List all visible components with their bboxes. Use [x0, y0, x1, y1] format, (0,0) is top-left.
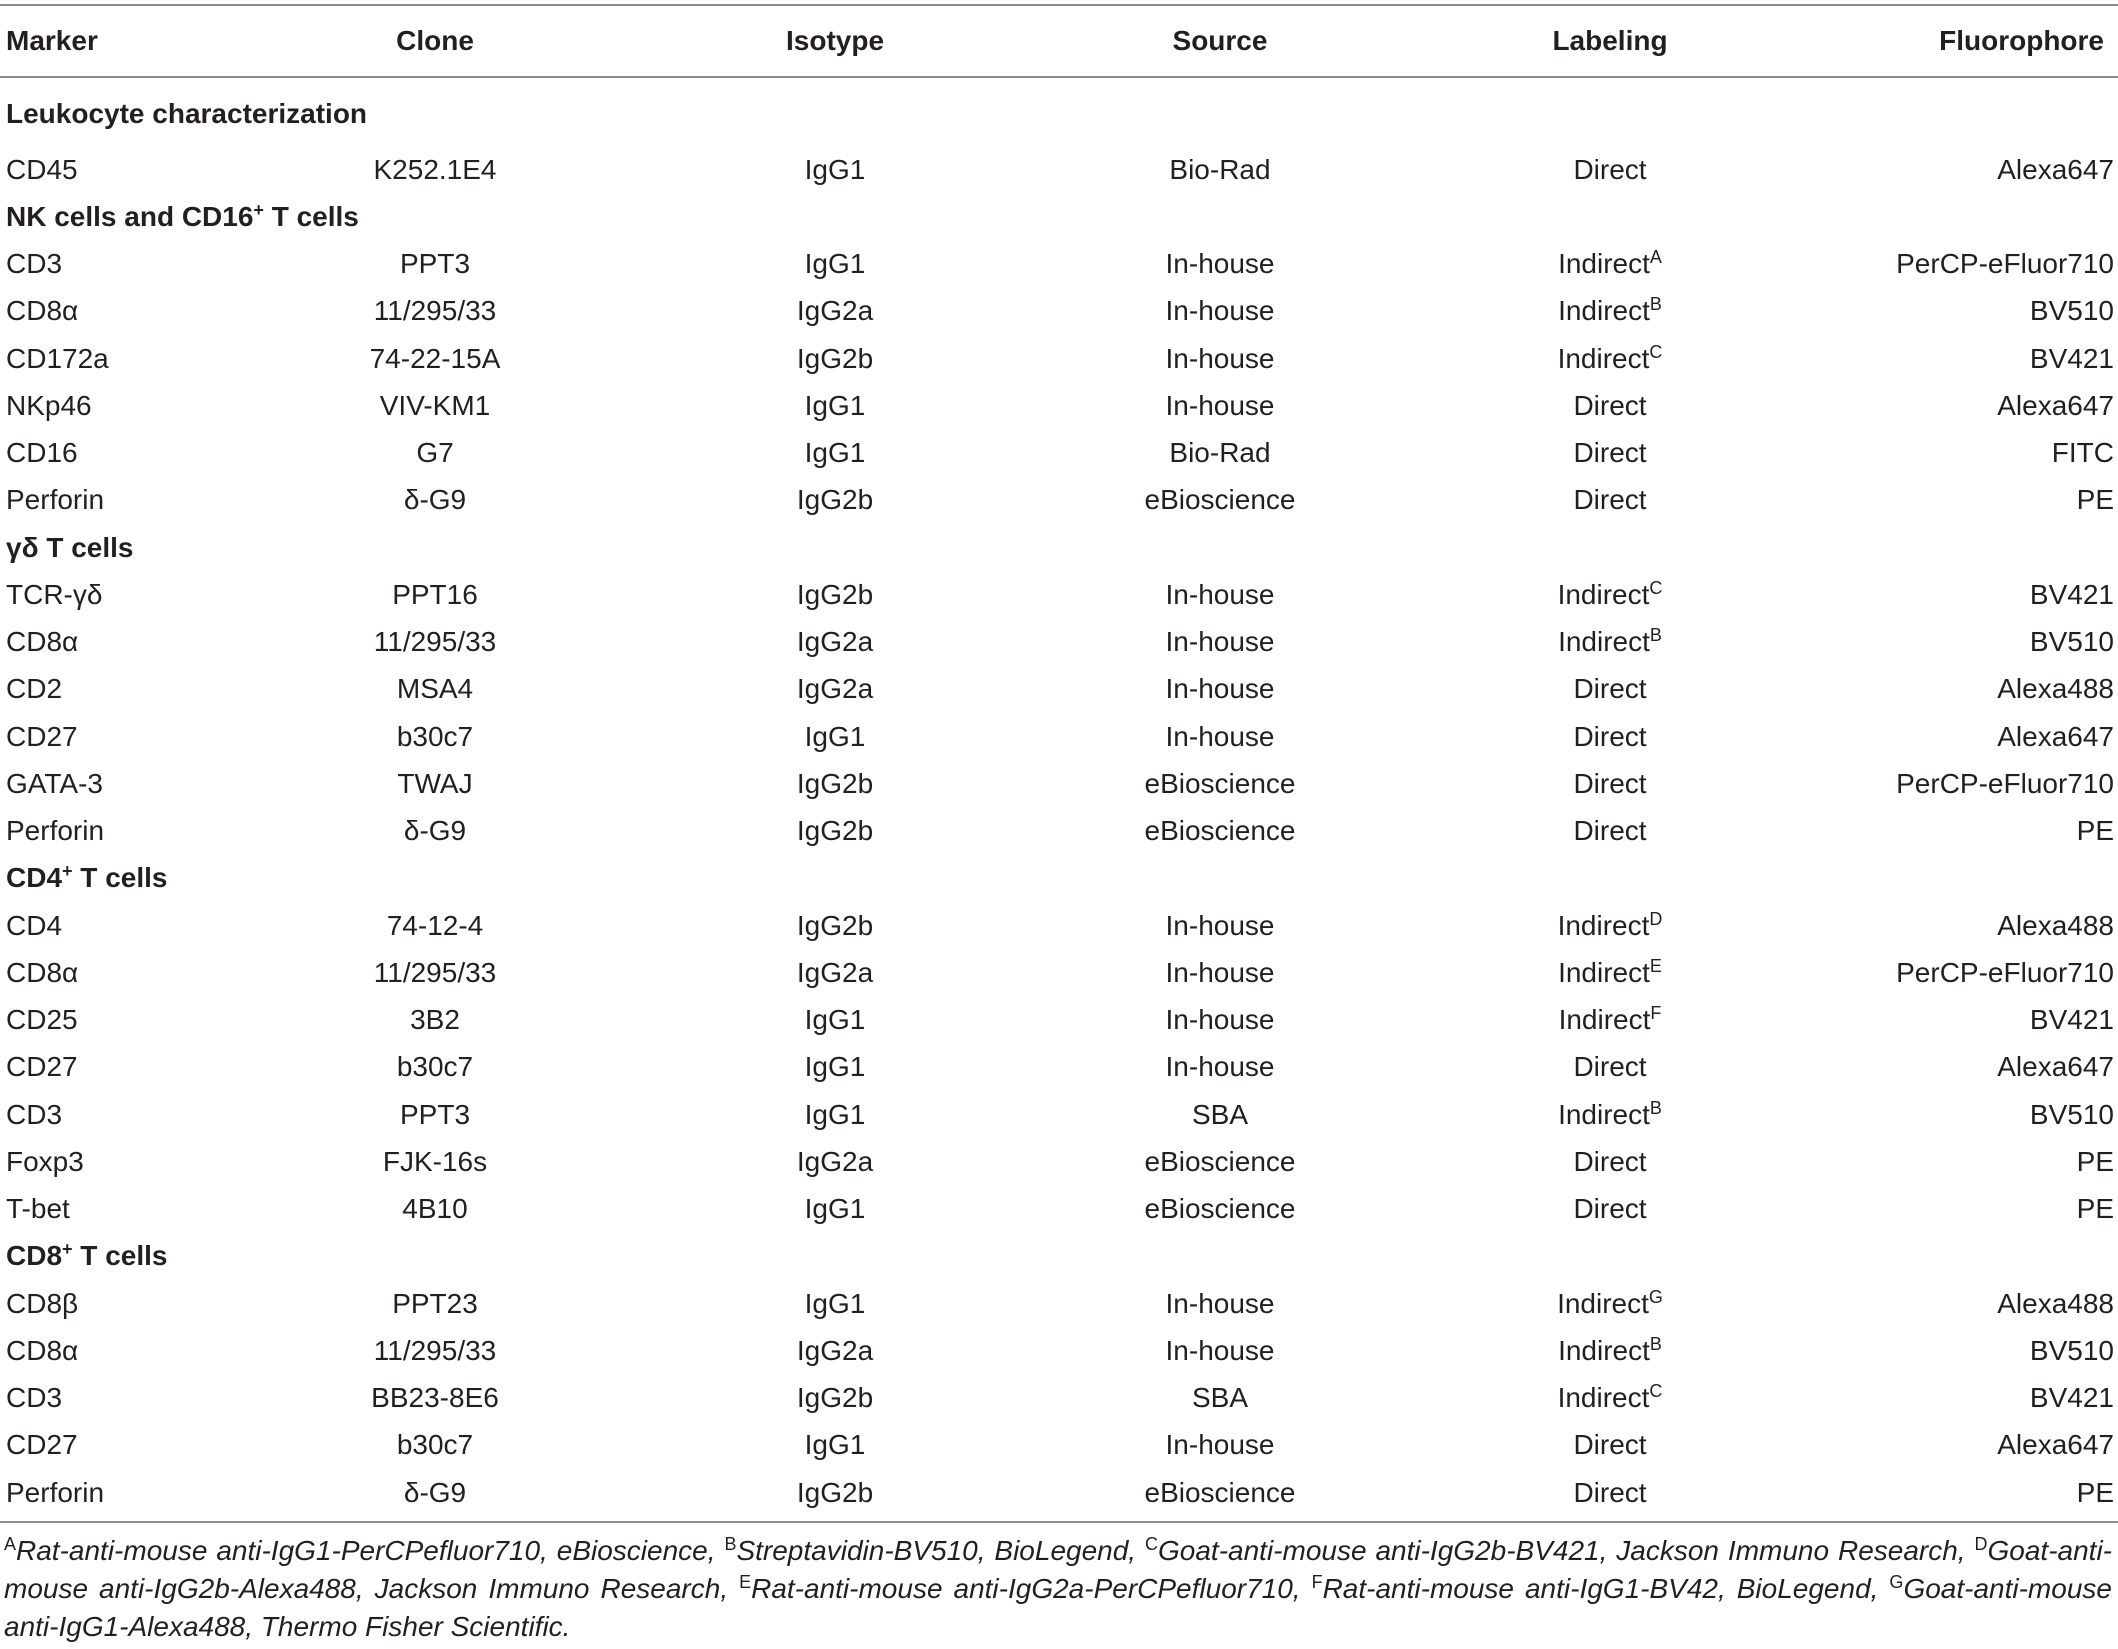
labeling-footnote-marker: G	[1648, 1286, 1663, 1307]
footnote-letter: D	[1974, 1534, 1988, 1554]
cell-source: In-house	[1165, 389, 1275, 421]
labeling-footnote-marker: C	[1649, 1381, 1663, 1402]
cell-labeling	[1410, 996, 1810, 1043]
cell-source: In-house	[1165, 578, 1275, 610]
section-row	[0, 76, 2118, 146]
cell-isotype: IgG2b	[796, 578, 874, 610]
header-clone: Clone	[396, 25, 474, 56]
header-row	[0, 6, 2118, 76]
cell-fluorophore: PE	[2076, 1193, 2114, 1225]
labeling-text: Direct	[1573, 389, 1647, 421]
cell-fluorophore: BV421	[2029, 578, 2114, 610]
cell-fluorophore: BV421	[2029, 342, 2114, 374]
cell-isotype: IgG1	[804, 437, 866, 469]
cell-fluorophore: BV510	[2029, 1098, 2114, 1130]
cell-fluorophore: PE	[2076, 815, 2114, 847]
cell-isotype: IgG1	[804, 720, 866, 752]
cell-labeling	[1410, 288, 1810, 335]
cell-clone: G7	[416, 437, 454, 469]
footnote-letter: F	[1311, 1572, 1323, 1592]
section-title	[0, 524, 2118, 571]
cell-isotype: IgG1	[804, 1098, 866, 1130]
cell-labeling	[1410, 1375, 1810, 1422]
cell-marker: CD8α	[6, 626, 79, 658]
cell-clone: BB23-8E6	[371, 1382, 499, 1414]
section-row	[0, 1233, 2118, 1280]
table-row	[0, 949, 2118, 996]
cell-marker: CD16	[6, 437, 78, 469]
cell-isotype: IgG2a	[796, 1145, 874, 1177]
section-title-suffix: T cells	[72, 862, 168, 894]
cell-clone: TWAJ	[397, 767, 473, 799]
cell-source: SBA	[1191, 1098, 1249, 1130]
cell-marker: CD25	[6, 1004, 78, 1036]
header-fluorophore: Fluorophore	[1939, 25, 2104, 56]
cell-marker: Perforin	[6, 484, 105, 516]
cell-clone: b30c7	[396, 1429, 474, 1461]
cell-isotype: IgG1	[804, 1429, 866, 1461]
table-row	[0, 996, 2118, 1043]
footnote-letter: G	[1889, 1572, 1904, 1592]
table-row	[0, 382, 2118, 429]
cell-clone: MSA4	[396, 673, 474, 705]
cell-clone: PPT3	[399, 1098, 471, 1130]
cell-fluorophore: BV510	[2029, 626, 2114, 658]
cell-fluorophore: Alexa488	[1997, 673, 2114, 705]
table-row	[0, 1422, 2118, 1469]
cell-marker: CD172a	[6, 342, 109, 374]
labeling-text: Indirect	[1557, 578, 1650, 610]
labeling-footnote-marker: E	[1649, 955, 1662, 976]
cell-isotype: IgG2a	[796, 626, 874, 658]
table-row	[0, 1280, 2118, 1327]
cell-source: eBioscience	[1144, 484, 1296, 516]
cell-labeling	[1410, 949, 1810, 996]
cell-source: In-house	[1165, 1334, 1275, 1366]
section-title-sup: +	[62, 861, 73, 882]
labeling-text: Indirect	[1558, 1004, 1651, 1036]
cell-source: In-house	[1165, 1287, 1275, 1319]
cell-marker: CD2	[6, 673, 63, 705]
cell-marker: Perforin	[6, 1476, 105, 1508]
footnote-text: Goat-anti-mouse anti-IgG2b-Alexa488, Jackson Immuno Research,	[4, 1535, 2112, 1604]
labeling-text: Indirect	[1558, 295, 1650, 327]
cell-isotype: IgG1	[804, 1051, 866, 1083]
cell-marker: CD3	[6, 1098, 63, 1130]
cell-fluorophore: Alexa647	[1997, 389, 2114, 421]
section-title	[0, 193, 2118, 240]
cell-marker: GATA-3	[6, 767, 103, 799]
cell-isotype: IgG2b	[796, 1382, 874, 1414]
section-title-suffix: T cells	[72, 1240, 168, 1272]
cell-isotype: IgG2b	[796, 1476, 874, 1508]
cell-marker: TCR-γδ	[6, 578, 103, 610]
footnote-text: Rat-anti-mouse anti-IgG2a-PerCPefluor710,	[751, 1573, 1312, 1604]
section-title-text: CD8	[6, 1240, 63, 1272]
labeling-footnote-marker: B	[1649, 1097, 1662, 1118]
cell-fluorophore: BV510	[2029, 1334, 2114, 1366]
table-row	[0, 571, 2118, 618]
labeling-text: Direct	[1573, 1145, 1647, 1177]
labeling-text: Direct	[1573, 1051, 1647, 1083]
cell-source: eBioscience	[1144, 815, 1296, 847]
labeling-text: Indirect	[1557, 342, 1650, 374]
cell-labeling	[1410, 571, 1810, 618]
cell-marker: T-bet	[6, 1193, 70, 1225]
cell-source: In-house	[1165, 1429, 1275, 1461]
section-title-sup: +	[253, 199, 264, 220]
cell-fluorophore: BV510	[2029, 295, 2114, 327]
cell-clone: 74-12-4	[386, 909, 484, 941]
labeling-text: Indirect	[1558, 1334, 1650, 1366]
table-row	[0, 1138, 2118, 1185]
cell-isotype: IgG2b	[796, 342, 874, 374]
header-source: Source	[1172, 25, 1268, 56]
section-title-text: γδ T cells	[6, 531, 134, 563]
cell-labeling	[1410, 713, 1810, 760]
table-bottom-rule	[0, 1521, 2118, 1523]
cell-labeling	[1410, 1138, 1810, 1185]
header-labeling: Labeling	[1552, 25, 1668, 56]
cell-source: In-house	[1165, 1004, 1275, 1036]
cell-isotype: IgG2a	[796, 673, 874, 705]
cell-labeling	[1410, 1422, 1810, 1469]
table-row	[0, 666, 2118, 713]
cell-source: In-house	[1165, 909, 1275, 941]
footnote-letter: C	[1145, 1534, 1158, 1554]
cell-source: eBioscience	[1144, 1145, 1296, 1177]
cell-isotype: IgG1	[804, 247, 866, 279]
cell-clone: 74-22-15A	[369, 342, 501, 374]
cell-clone: FJK-16s	[382, 1145, 488, 1177]
cell-clone: PPT23	[392, 1287, 478, 1319]
cell-source: In-house	[1165, 295, 1275, 327]
cell-clone: δ-G9	[403, 1476, 467, 1508]
cell-clone: PPT3	[399, 247, 471, 279]
table-row	[0, 288, 2118, 335]
cell-labeling	[1410, 335, 1810, 382]
cell-isotype: IgG1	[804, 1193, 866, 1225]
section-title	[0, 76, 2118, 146]
section-title-text: CD4	[6, 862, 63, 894]
section-row	[0, 193, 2118, 240]
cell-labeling	[1410, 808, 1810, 855]
cell-isotype: IgG2b	[796, 484, 874, 516]
table-row	[0, 902, 2118, 949]
table-body	[0, 76, 2118, 1516]
cell-labeling	[1410, 1044, 1810, 1091]
footnote-text: Streptavidin-BV510, BioLegend,	[736, 1535, 1145, 1566]
cell-fluorophore: BV421	[2029, 1004, 2114, 1036]
cell-labeling	[1410, 146, 1810, 193]
labeling-text: Indirect	[1557, 909, 1650, 941]
cell-marker: CD8α	[6, 956, 79, 988]
table-row	[0, 1044, 2118, 1091]
table-row	[0, 429, 2118, 476]
labeling-footnote-marker: C	[1649, 577, 1663, 598]
cell-clone: b30c7	[396, 1051, 474, 1083]
section-row	[0, 855, 2118, 902]
cell-source: eBioscience	[1144, 1193, 1296, 1225]
cell-source: Bio-Rad	[1169, 437, 1271, 469]
cell-clone: PPT16	[392, 578, 478, 610]
labeling-text: Direct	[1573, 1476, 1647, 1508]
cell-clone: 3B2	[410, 1004, 460, 1036]
cell-isotype: IgG1	[804, 389, 866, 421]
cell-isotype: IgG1	[804, 153, 866, 185]
cell-marker: CD27	[6, 1429, 78, 1461]
footnote-text: Rat-anti-mouse anti-IgG1-BV42, BioLegend,	[1322, 1573, 1890, 1604]
cell-marker: Foxp3	[6, 1145, 84, 1177]
table-footnote	[4, 1532, 2112, 1646]
cell-labeling	[1410, 902, 1810, 949]
cell-fluorophore: Alexa647	[1997, 1429, 2114, 1461]
footnote-text: Rat-anti-mouse anti-IgG1-PerCPefluor710, eBioscience,	[16, 1535, 725, 1566]
cell-labeling	[1410, 477, 1810, 524]
cell-source: In-house	[1165, 626, 1275, 658]
cell-isotype: IgG1	[804, 1004, 866, 1036]
cell-source: Bio-Rad	[1169, 153, 1271, 185]
table-row	[0, 760, 2118, 807]
header-isotype: Isotype	[785, 25, 885, 56]
labeling-text: Indirect	[1558, 247, 1650, 279]
cell-labeling	[1410, 618, 1810, 665]
cell-fluorophore: Alexa647	[1997, 153, 2114, 185]
cell-source: In-house	[1165, 342, 1275, 374]
cell-fluorophore: PE	[2076, 484, 2114, 516]
cell-labeling	[1410, 429, 1810, 476]
cell-source: In-house	[1165, 247, 1275, 279]
footnote-letter: B	[724, 1534, 737, 1554]
table-row	[0, 1327, 2118, 1374]
cell-fluorophore: Alexa488	[1997, 1287, 2114, 1319]
footnote-letter: E	[739, 1572, 752, 1592]
labeling-text: Indirect	[1558, 956, 1650, 988]
cell-labeling	[1410, 1280, 1810, 1327]
cell-source: SBA	[1191, 1382, 1249, 1414]
labeling-text: Direct	[1573, 1429, 1647, 1461]
cell-fluorophore: PerCP-eFluor710	[1896, 247, 2114, 279]
cell-labeling	[1410, 760, 1810, 807]
header-marker: Marker	[6, 25, 98, 56]
cell-clone: δ-G9	[403, 484, 467, 516]
table-row	[0, 146, 2118, 193]
section-title-suffix: T cells	[263, 200, 359, 232]
cell-fluorophore: PerCP-eFluor710	[1896, 767, 2114, 799]
cell-fluorophore: BV421	[2029, 1382, 2114, 1414]
cell-clone: 11/295/33	[373, 295, 497, 327]
cell-labeling	[1410, 240, 1810, 287]
cell-isotype: IgG2a	[796, 956, 874, 988]
labeling-text: Direct	[1573, 815, 1647, 847]
cell-isotype: IgG2a	[796, 1334, 874, 1366]
labeling-footnote-marker: D	[1649, 908, 1663, 929]
cell-labeling	[1410, 1469, 1810, 1516]
labeling-text: Indirect	[1557, 1382, 1650, 1414]
cell-marker: CD3	[6, 247, 63, 279]
cell-marker: CD3	[6, 1382, 63, 1414]
cell-source: eBioscience	[1144, 767, 1296, 799]
labeling-text: Indirect	[1558, 626, 1650, 658]
labeling-footnote-marker: A	[1649, 246, 1662, 267]
labeling-text: Direct	[1573, 1193, 1647, 1225]
cell-clone: b30c7	[396, 720, 474, 752]
cell-marker: CD4	[6, 909, 63, 941]
cell-marker: CD8β	[6, 1287, 79, 1319]
labeling-text: Direct	[1573, 767, 1647, 799]
cell-marker: CD27	[6, 1051, 78, 1083]
cell-clone: 11/295/33	[373, 626, 497, 658]
cell-isotype: IgG2b	[796, 815, 874, 847]
footnote-text: Goat-anti-mouse anti-IgG2b-BV421, Jackson Immuno Research,	[1158, 1535, 1975, 1566]
labeling-footnote-marker: C	[1649, 341, 1663, 362]
labeling-text: Indirect	[1557, 1287, 1649, 1319]
cell-fluorophore: PE	[2076, 1476, 2114, 1508]
cell-isotype: IgG2b	[796, 909, 874, 941]
cell-marker: CD8α	[6, 1334, 79, 1366]
cell-labeling	[1410, 1327, 1810, 1374]
footnote-text: Goat-anti-mouse anti-IgG1-Alexa488, Thermo Fisher Scientific.	[4, 1573, 2112, 1642]
table-row	[0, 1091, 2118, 1138]
labeling-footnote-marker: B	[1649, 294, 1662, 315]
footnote-letter: A	[4, 1534, 17, 1554]
table-row	[0, 335, 2118, 382]
section-title-text: NK cells and CD16	[6, 200, 254, 232]
labeling-footnote-marker: B	[1649, 625, 1662, 646]
table-row	[0, 618, 2118, 665]
labeling-text: Direct	[1573, 720, 1647, 752]
cell-fluorophore: Alexa647	[1997, 1051, 2114, 1083]
cell-clone: 11/295/33	[373, 1334, 497, 1366]
table-row	[0, 808, 2118, 855]
cell-isotype: IgG2b	[796, 767, 874, 799]
labeling-text: Direct	[1573, 673, 1647, 705]
labeling-text: Direct	[1573, 437, 1647, 469]
cell-marker: CD8α	[6, 295, 79, 327]
table-row	[0, 1469, 2118, 1516]
labeling-text: Indirect	[1558, 1098, 1650, 1130]
cell-source: In-house	[1165, 673, 1275, 705]
table-row	[0, 1186, 2118, 1233]
cell-fluorophore: PE	[2076, 1145, 2114, 1177]
cell-source: In-house	[1165, 1051, 1275, 1083]
cell-source: In-house	[1165, 956, 1275, 988]
table-row	[0, 477, 2118, 524]
labeling-text: Direct	[1573, 484, 1647, 516]
antibody-table	[0, 6, 2118, 1516]
cell-marker: NKp46	[6, 389, 92, 421]
cell-labeling	[1410, 382, 1810, 429]
cell-labeling	[1410, 1186, 1810, 1233]
cell-clone: 11/295/33	[373, 956, 497, 988]
labeling-text: Direct	[1573, 153, 1647, 185]
table-row	[0, 1375, 2118, 1422]
cell-isotype: IgG1	[804, 1287, 866, 1319]
cell-labeling	[1410, 1091, 1810, 1138]
table-row	[0, 240, 2118, 287]
labeling-footnote-marker: B	[1649, 1333, 1662, 1354]
cell-clone: VIV-KM1	[379, 389, 491, 421]
cell-clone: K252.1E4	[373, 153, 497, 185]
section-title-sup: +	[62, 1239, 73, 1260]
labeling-footnote-marker: F	[1650, 1003, 1662, 1024]
cell-fluorophore: PerCP-eFluor710	[1896, 956, 2114, 988]
cell-fluorophore: Alexa488	[1997, 909, 2114, 941]
section-title	[0, 855, 2118, 902]
cell-marker: CD27	[6, 720, 78, 752]
cell-labeling	[1410, 666, 1810, 713]
table-row	[0, 713, 2118, 760]
cell-source: eBioscience	[1144, 1476, 1296, 1508]
section-title-text: Leukocyte characterization	[6, 98, 368, 129]
cell-marker: CD45	[6, 153, 78, 185]
cell-clone: δ-G9	[403, 815, 467, 847]
cell-fluorophore: FITC	[2051, 437, 2114, 469]
cell-source: In-house	[1165, 720, 1275, 752]
cell-fluorophore: Alexa647	[1997, 720, 2114, 752]
cell-isotype: IgG2a	[796, 295, 874, 327]
cell-clone: 4B10	[402, 1193, 468, 1225]
cell-marker: Perforin	[6, 815, 105, 847]
section-row	[0, 524, 2118, 571]
section-title	[0, 1233, 2118, 1280]
